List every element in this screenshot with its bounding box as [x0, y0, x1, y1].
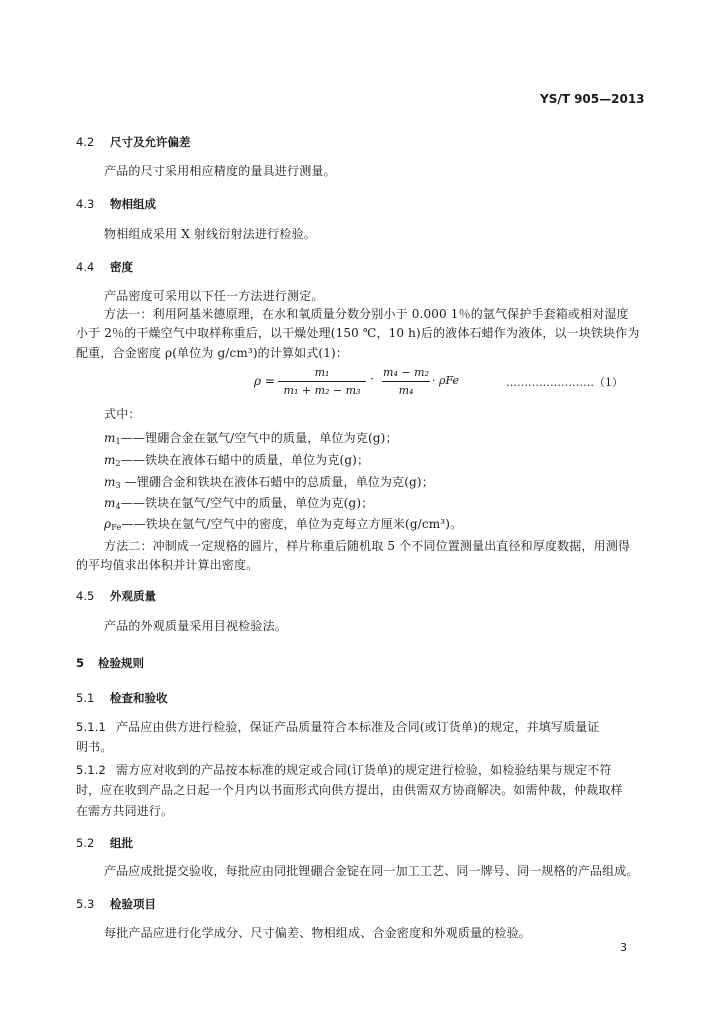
section-number: 4.5: [76, 589, 95, 603]
variable-definition: $\rho_{Fe}——$铁块在氩气/空气中的密度，单位为克每立方厘米(g/cm³)。: [104, 517, 463, 532]
standard-number: YS/T 905—2013: [540, 92, 645, 106]
section-number: 4.2: [76, 135, 95, 149]
fraction-2-denominator: m₄: [398, 384, 414, 397]
where-label: 式中：: [104, 407, 141, 421]
variable-definition: $m_2——$铁块在液体石蜡中的质量，单位为克(g)；: [104, 453, 370, 468]
equation-number: ……………………（1）: [506, 376, 623, 389]
section-title: 组批: [110, 836, 133, 850]
section-5-3-heading: [76, 896, 156, 912]
clause-5-1-2-line-3: 在需方共同进行。: [76, 804, 174, 818]
section-4-3-heading: [76, 196, 156, 212]
section-4-5-heading: [76, 588, 156, 604]
fraction-1-denominator: m₁ + m₂ − m₃: [283, 384, 361, 397]
method-1-line-2: 小于 2％的干燥空气中取样称重后，以干燥处理(150 ℃，10 h)后的液体石蜡作为液体，以一块铁块作为: [76, 326, 640, 340]
section-number: 5: [76, 656, 85, 670]
section-title: 尺寸及允许偏差: [110, 135, 191, 149]
variable-definition: $m_1——$锂硼合金在氩气/空气中的质量，单位为克(g)；: [104, 431, 398, 446]
method-1-line-3: 配重，合金密度 ρ(单位为 g/cm³)的计算如式(1)：: [76, 346, 349, 360]
section-4-2-heading: [76, 134, 191, 150]
section-title: 物相组成: [110, 197, 156, 211]
section-title: 检查和验收: [110, 691, 168, 705]
section-number: 5.3: [76, 897, 95, 911]
section-number: 5.2: [76, 836, 95, 850]
fraction-1-numerator: m₁: [314, 366, 330, 379]
section-5-2-heading: [76, 835, 133, 851]
section-title: 检验项目: [110, 897, 156, 911]
method-1-line-1: 方法一：利用阿基米德原理，在水和氧质量分数分别小于 0.000 1％的氩气保护手套箱或相对湿度: [104, 307, 629, 321]
fraction-2-bar: [382, 381, 430, 382]
formula-tail: · ρFe: [432, 374, 460, 387]
section-title: 外观质量: [110, 589, 156, 603]
method-2-line-2: 的平均值求出体积并计算出密度。: [76, 558, 259, 572]
section-5-1-heading: [76, 690, 168, 706]
formula-lhs: ρ =: [254, 374, 275, 388]
section-title: 密度: [110, 260, 133, 274]
section-5-heading: [76, 655, 144, 671]
section-number: 4.4: [76, 260, 95, 274]
section-4-3-body: 物相组成采用 X 射线衍射法进行检验。: [104, 227, 316, 241]
density-intro: 产品密度可采用以下任一方法进行测定。: [104, 289, 324, 303]
formula-dot: ·: [370, 372, 374, 386]
section-number: 4.3: [76, 197, 95, 211]
section-4-2-body: 产品的尺寸采用相应精度的量具进行测量。: [104, 164, 336, 178]
clause-5-1-1-line-1: 5.1.1 产品应由供方进行检验，保证产品质量符合本标准及合同(或订货单)的规定，并填写质量证: [76, 720, 600, 734]
clause-5-1-2-line-2: 时，应在收到产品之日起一个月内以书面形式向供方提出，由供需双方协商解决。如需仲裁，仲裁取样: [76, 783, 623, 797]
section-5-3-body: 每批产品应进行化学成分、尺寸偏差、物相组成、合金密度和外观质量的检验。: [104, 926, 532, 940]
fraction-1-bar: [278, 381, 366, 382]
section-title: 检验规则: [98, 656, 144, 670]
section-5-2-body: 产品应成批提交验收，每批应由同批锂硼合金锭在同一加工工艺、同一牌号、同一规格的产品组成。: [104, 864, 639, 878]
page-number: 3: [620, 941, 627, 954]
method-2-line-1: 方法二：冲制成一定规格的圆片，样片称重后随机取 5 个不同位置测量出直径和厚度数据，用测得: [104, 539, 631, 553]
variable-definition: $m_3$ —锂硼合金和铁块在液体石蜡中的总质量，单位为克(g)；: [104, 475, 434, 490]
section-4-4-heading: [76, 259, 133, 275]
fraction-2-numerator: m₄ − m₂: [383, 366, 429, 379]
section-4-5-body: 产品的外观质量采用目视检验法。: [104, 619, 288, 633]
clause-5-1-1-line-2: 明书。: [76, 740, 113, 754]
clause-5-1-2-line-1: 5.1.2 需方应对收到的产品按本标准的规定或合同(订货单)的规定进行检验，如检验结果与规定不符: [76, 763, 612, 777]
variable-definition: $m_4——$铁块在氩气/空气中的质量，单位为克(g)；: [104, 496, 374, 511]
section-number: 5.1: [76, 691, 95, 705]
